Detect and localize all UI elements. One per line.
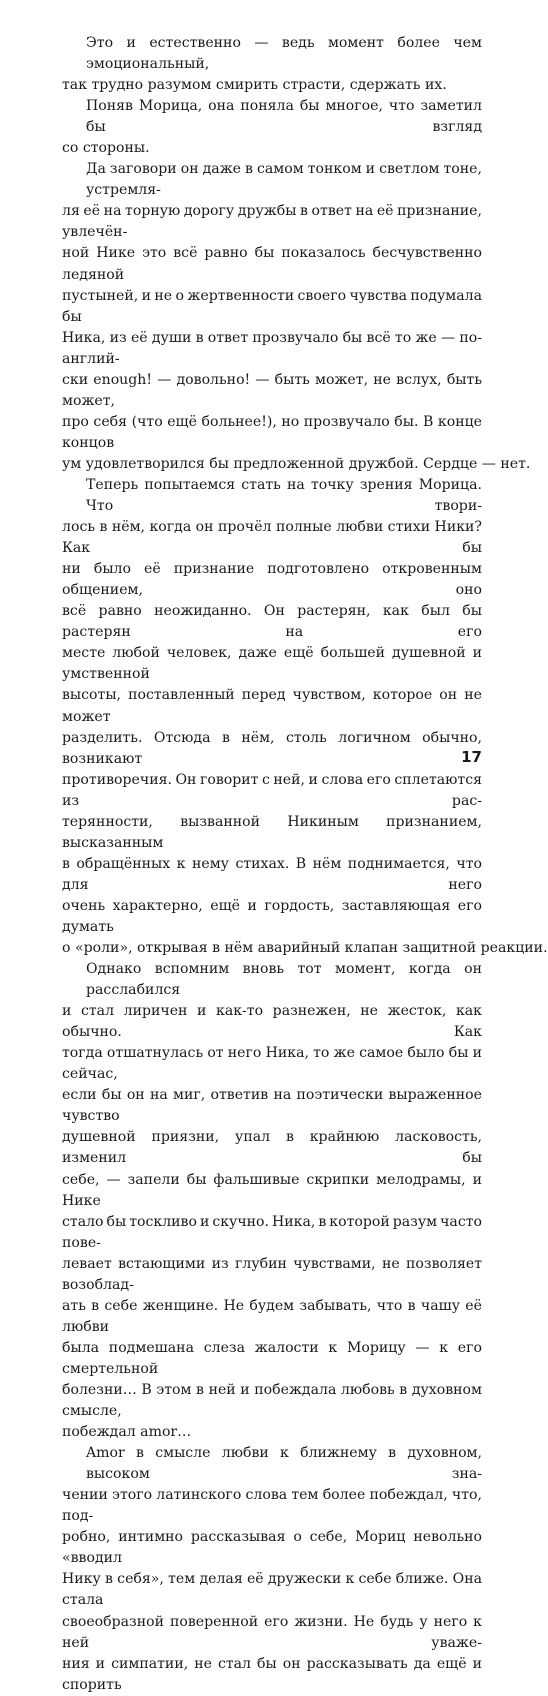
text-line: ля её на торную дорогу дружбы в ответ на её признание, увлечён-	[62, 203, 482, 241]
text-line: пустыней, и не о жертвенности своего чувства подумала бы	[62, 287, 482, 325]
text-line: лось в нём, когда он прочёл полные любви стихи Ники? Как бы	[62, 519, 482, 557]
text-line: своеобразной поверенной его жизни. Не будь у него к ней уваже-	[62, 1613, 482, 1651]
page-number: 17	[461, 748, 482, 766]
text-line: Поняв Морица, она поняла бы многое, что заметил бы взгляд	[86, 98, 482, 136]
text-line: ния и симпатии, не стал бы он рассказывать да ещё и спорить	[62, 1655, 482, 1693]
text-line: так трудно разумом смирить страсти, сдержать их.	[62, 77, 447, 94]
text-line: если бы он на миг, ответив на поэтически выраженное чувство	[62, 1087, 482, 1125]
text-line: болезни… В этом в ней и побеждала любовь в духовном смысле,	[62, 1382, 482, 1420]
text-line: Однако вспомним вновь тот момент, когда он расслабился	[86, 961, 482, 999]
text-line: противоречия. Он говорит с ней, и слова его сплетаются из рас-	[62, 771, 482, 809]
text-line: побеждал amor…	[62, 1424, 192, 1441]
text-line: ни было её признание подготовлено откровенным общением, оно	[62, 561, 482, 599]
text-line: Amor в смысле любви к ближнему в духовном, высоком зна-	[86, 1445, 482, 1483]
text-line: левает встающими из глубин чувствами, не позволяет возоблад-	[62, 1255, 482, 1293]
text-line: чении этого латинского слова тем более побеждал, что, под-	[62, 1487, 482, 1525]
text-line: была подмешана слеза жалости к Морицу — к его смертельной	[62, 1339, 482, 1377]
text-line: ать в себе женщине. Не будем забывать, что в чашу её любви	[62, 1297, 482, 1335]
text-line: и стал лиричен и как-то разнежен, не жесток, как обычно. Как	[62, 1003, 482, 1041]
text-line: робно, интимно рассказывая о себе, Мориц невольно «вводил	[62, 1529, 482, 1567]
text-line: Теперь попытаемся стать на точку зрения Морица. Что твори-	[86, 476, 482, 515]
text-line: очень характерно, ещё и гордость, заставляющая его думать	[62, 897, 482, 935]
text-line: о «роли», открывая в нём аварийный клапан защитной реакции.	[62, 940, 548, 957]
text-line: Нику в себя», тем делая её дружески к себе ближе. Она стала	[62, 1571, 482, 1609]
text-line: душевной приязни, упал в крайнюю ласковость, изменил бы	[62, 1129, 482, 1167]
text-line: месте любой человек, даже ещё большей душевной и умственной	[62, 645, 482, 683]
body-text	[62, 33, 548, 1696]
text-line: Ника, из её души в ответ прозвучало бы всё то же — по-англий-	[62, 329, 482, 367]
text-line: высоты, поставленный перед чувством, которое он не может	[62, 687, 482, 725]
text-line: разделить. Отсюда в нём, столь логичном обычно, возникают	[62, 729, 482, 767]
text-line: ски enough! — довольно! — быть может, не вслух, быть может,	[62, 371, 482, 409]
text-line: себе, — запели бы фальшивые скрипки мелодрамы, и Нике	[62, 1171, 482, 1209]
text-line: ной Нике это всё равно бы показалось бесчувственно ледяной	[62, 245, 482, 283]
text-line: терянности, вызванной Никиным признанием, высказанным	[62, 813, 482, 851]
text-line: стало бы тоскливо и скучно. Ника, в которой разум часто пове-	[62, 1213, 482, 1251]
text-line: всё равно неожиданно. Он растерян, как был бы растерян на его	[62, 603, 482, 641]
text-line: тогда отшатнулась от него Ника, то же самое было бы и сейчас,	[62, 1045, 482, 1083]
text-line: про себя (что ещё больнее!), но прозвучало бы. В конце концов	[62, 413, 482, 451]
text-line: со стороны.	[62, 140, 150, 157]
text-line: Это и естественно — ведь момент более чем эмоциональный,	[86, 35, 482, 73]
text-line: ум удовлетворился бы предложенной дружбой. Сердце — нет.	[62, 455, 531, 472]
text-line: Да заговори он даже в самом тонком и светлом тоне, устремля-	[86, 161, 482, 199]
text-line: в обращённых к нему стихах. В нём поднимается, что для него	[62, 855, 482, 893]
